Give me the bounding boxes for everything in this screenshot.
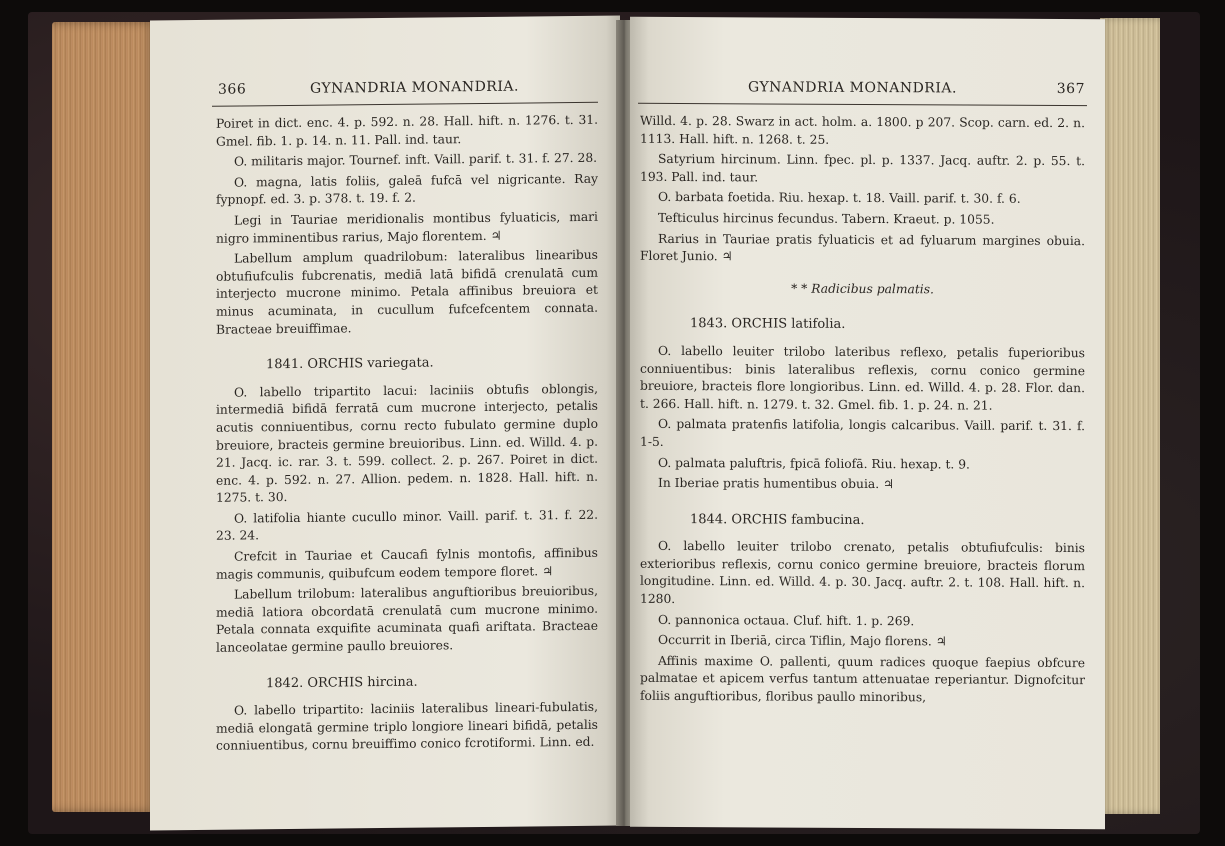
paragraph: Tefticulus hircinus fecundus. Tabern. Kraeut. p. 1055.	[658, 210, 995, 227]
right-page-header	[630, 79, 1105, 103]
right-page-body	[640, 113, 1085, 714]
paragraph: O. labello tripartito: laciniis lateralibus lineari-fubulatis, mediā elongatā germine triplo longiore lineari bifidā, petalis conniuentibus, cornu breuiffimo conico fcrotiformi. Linn. ed.	[216, 699, 598, 754]
paragraph: O. labello leuiter trilobo crenato, petalis obtufiufculis: binis exterioribus reflexis, cornu conico germine breuiore, bracteis florum longitudine. Linn. ed. Willd. 4. p. 30. Jacq. auftr. 2. t. 108. Hall. hift. n. 1280.	[640, 539, 1085, 607]
paragraph: Labellum amplum quadrilobum: lateralibus linearibus obtufiufculis fubcrenatis, mediā latā bifidā crenulatā cum interjecto mucrone minimo. Petala affinibus breuiora et minus acuminata, in cucullum fufcefcentem connata. Bracteae breuiffimae.	[216, 247, 598, 337]
running-title: GYNANDRIA MONANDRIA.	[748, 79, 957, 97]
left-page-header	[150, 78, 620, 105]
left-page	[150, 16, 620, 831]
page-number: 366	[218, 81, 247, 98]
paragraph: O. palmata pratenfis latifolia, longis calcaribus. Vaill. parif. t. 31. f. 1-5.	[640, 417, 1085, 449]
paragraph: In Iberiae pratis humentibus obuia. ♃	[658, 475, 895, 492]
paragraph: Rarius in Tauriae pratis fyluaticis et ad fyluarum margines obuia. Floret Junio. ♃	[640, 231, 1085, 264]
paragraph: O. labello leuiter trilobo lateribus reflexo, petalis fuperioribus conniuentibus: binis lateralibus reflexis, cornu conico germine breuiore, bracteis flore longioribus. Linn. ed. Willd. 4. p. 28. Flor. dan. t. 266. Hall. hift. n. 1279. t. 32. Gmel. fib. 1. p. 24. n. 21.	[640, 343, 1085, 413]
page-number: 367	[1056, 80, 1085, 98]
species-heading: 1843. ORCHIS latifolia.	[690, 316, 846, 333]
paragraph: O. magna, latis foliis, galeā fufcā vel nigricante. Ray fypnopf. ed. 3. p. 378. t. 19. f. 2.	[216, 171, 598, 208]
paragraph: Labellum trilobum: lateralibus anguftioribus breuioribus, mediā latiora obcordatā crenulatā cum mucrone minimo. Petala connata exquifite acuminata quafi ariftata. Bracteae lanceolatae germine paullo breuiores.	[216, 584, 598, 655]
paragraph: Willd. 4. p. 28. Swarz in act. holm. a. 1800. p 207. Scop. carn. ed. 2. n. 1113. Hall. hift. n. 1268. t. 25.	[640, 113, 1085, 147]
header-rule	[638, 103, 1087, 106]
paragraph: Poiret in dict. enc. 4. p. 592. n. 28. Hall. hift. n. 1276. t. 31. Gmel. fib. 1. p. 14. n. 11. Pall. ind. taur.	[216, 112, 598, 149]
paragraph: O. latifolia hiante cucullo minor. Vaill. parif. t. 31. f. 22. 23. 24.	[216, 507, 598, 544]
species-heading: 1841. ORCHIS variegata.	[266, 355, 434, 373]
species-heading: 1844. ORCHIS fambucina.	[690, 511, 865, 528]
paragraph: Occurrit in Iberiā, circa Tiflin, Majo florens. ♃	[658, 633, 947, 649]
paragraph: O. barbata foetida. Riu. hexap. t. 18. Vaill. parif. t. 30. f. 6.	[658, 190, 1021, 207]
right-page-edges	[1100, 18, 1160, 814]
paragraph: Satyrium hircinum. Linn. fpec. pl. p. 1337. Jacq. auftr. 2. p. 55. t. 193. Pall. ind. taur.	[640, 152, 1085, 185]
left-page-edges	[52, 22, 156, 812]
paragraph: Affinis maxime O. pallenti, quum radices quoque faepius obfcure palmatae et apicem verfus tantum attenuatae reperiantur. Dignofcitur foliis anguftioribus, floribus paullo minoribus,	[640, 653, 1085, 705]
section-subheading: * * Radicibus palmatis.	[791, 281, 934, 297]
paragraph: Crefcit in Tauriae et Caucafi fylnis montofis, affinibus magis communis, quibufcum eodem tempore floret. ♃	[216, 545, 598, 582]
paragraph: Legi in Tauriae meridionalis montibus fyluaticis, mari nigro imminentibus rarius, Majo florentem. ♃	[216, 209, 598, 246]
left-page-body	[216, 112, 598, 762]
right-page	[630, 17, 1105, 829]
paragraph: O. pannonica octaua. Cluf. hift. 1. p. 269.	[658, 612, 915, 628]
running-title: GYNANDRIA MONANDRIA.	[310, 78, 519, 97]
paragraph: O. labello tripartito lacui: laciniis obtufis oblongis, intermediā bifidā ferratā cum mucrone interjecto, petalis acutis conniuentibus, cornu recto fubulato germine duplo breuiore, bracteis germine breuioribus. Linn. ed. Willd. 4. p. 21. Jacq. ic. rar. 3. t. 599. collect. 2. p. 267. Poiret in dict. enc. 4. p. 592. n. 27. Allion. pedem. n. 1828. Hall. hift. n. 1275. t. 30.	[216, 381, 598, 506]
paragraph: O. palmata paluftris, fpicā foliofā. Riu. hexap. t. 9.	[658, 455, 970, 472]
paragraph: O. militaris major. Tournef. inft. Vaill. parif. t. 31. f. 27. 28.	[234, 150, 598, 169]
species-heading: 1842. ORCHIS hircina.	[266, 674, 418, 691]
